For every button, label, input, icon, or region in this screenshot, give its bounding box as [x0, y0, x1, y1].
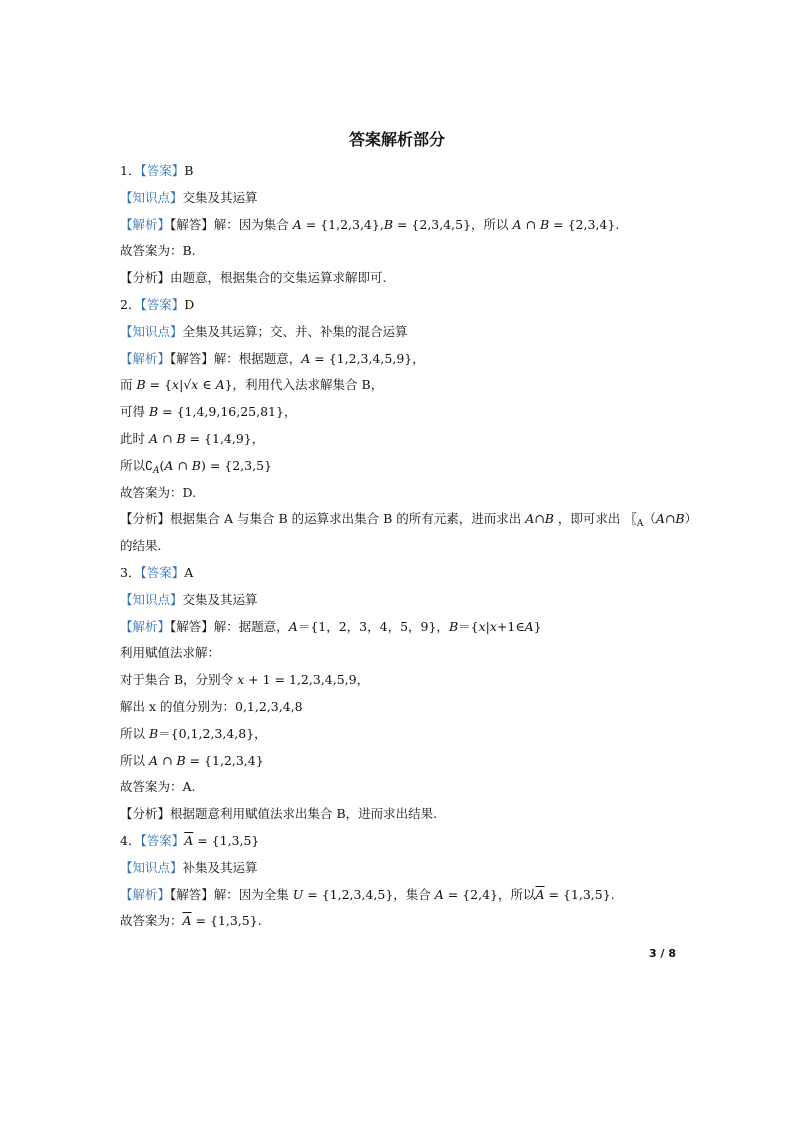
q2-step3 [120, 431, 264, 447]
text-run: = {2,4}，所以 [443, 887, 536, 902]
text-run: = {1,4,9,16,25,81}， [158, 404, 297, 419]
q2-step4 [120, 458, 272, 479]
math-symbol: A [148, 431, 159, 446]
text-run: = {1,2,3,4,5}，集合 [303, 887, 435, 902]
text-run: ∩ [521, 217, 540, 232]
q1-knowledge [120, 190, 258, 206]
page-number: 3 / 8 [649, 947, 676, 960]
math-symbol: B [540, 217, 550, 232]
text-run: ＝{1，2，3，4，5，9}， [297, 619, 449, 634]
text-run: 对于集合 B，分别令 [120, 672, 238, 687]
q3-conclusion [120, 779, 196, 795]
math-symbol: B [136, 377, 146, 392]
q4-answer [120, 833, 259, 849]
q3-knowledge [120, 592, 258, 608]
q2-analysis-note-cont [120, 538, 161, 554]
text-run: 故答案为：D. [120, 485, 197, 500]
text-run: 而 [120, 377, 137, 392]
q2-answer [120, 297, 194, 313]
section-tag: 【知识点】 [120, 324, 183, 339]
section-tag: 【知识点】 [120, 592, 183, 607]
text-run: ） [684, 511, 698, 526]
section-tag: 【解析】 [120, 351, 171, 366]
text-run: = {1,2,3,4} [185, 753, 264, 768]
text-run: D [184, 297, 195, 312]
q1-conclusion [120, 243, 196, 259]
q3-step4 [120, 726, 267, 742]
math-symbol: A∩B [525, 511, 554, 526]
text-run: B [184, 163, 194, 178]
math-symbol: B [148, 726, 159, 741]
page-title: 答案解析部分 [348, 130, 445, 149]
text-run: = {2,3,4,5}，所以 [393, 217, 513, 232]
section-tag: 【解析】 [120, 217, 171, 232]
text-run: 可得 [120, 404, 149, 419]
text-run: 解出 x 的值分别为：0,1,2,3,4,8 [120, 699, 303, 714]
math-symbol: A [148, 753, 159, 768]
text-run: （ [643, 511, 656, 526]
text-run: ＝{ [458, 619, 479, 634]
q3-step5 [120, 753, 264, 769]
q2-conclusion [120, 485, 196, 501]
text-run: }，利用代入法求解集合 B， [224, 377, 384, 392]
text-run: 2． [120, 297, 141, 312]
text-run: 补集及其运算 [182, 860, 258, 875]
q4-conclusion [120, 913, 262, 929]
text-run: A [184, 565, 194, 580]
math-symbol: B [176, 753, 186, 768]
q1-analysis [120, 217, 619, 233]
text-run: = {1,3,5}. [191, 913, 262, 928]
q1-analysis-note [120, 270, 386, 286]
text-run: 此时 [120, 431, 149, 446]
text-run: 【解答】解：根据题意， [170, 351, 302, 366]
text-run: 全集及其运算；交、并、补集的混合运算 [182, 324, 408, 339]
text-run: = {2,3,4}. [549, 217, 620, 232]
text-run: ＝{0,1,2,3,4,8}， [158, 726, 267, 741]
text-run: 【分析】根据题意利用赋值法求出集合 B，进而求出结果. [120, 806, 438, 821]
math-symbol: B [176, 431, 186, 446]
text-run: 【解答】解：据题意， [170, 619, 289, 634]
text-run: = {1,3,5} [193, 833, 260, 848]
q2-knowledge [120, 324, 408, 340]
q3-analysis-note [120, 806, 437, 822]
text-run: 交集及其运算 [182, 190, 258, 205]
text-run: 利用赋值法求解： [120, 645, 221, 660]
math-symbol: x [191, 377, 199, 392]
math-symbol: x [489, 619, 497, 634]
text-run: } [533, 619, 542, 634]
text-run: 1． [120, 163, 141, 178]
text-run: 交集及其运算 [182, 592, 258, 607]
text-run: 所以∁ [120, 458, 153, 473]
text-run: 【分析】根据集合 A 与集合 B 的运算求出集合 B 的所有元素，进而求出 [120, 511, 526, 526]
text-run: ，即可求出 〖 [553, 511, 637, 526]
text-run: 【解答】解：因为全集 [170, 887, 293, 902]
q2-step2 [120, 404, 296, 420]
text-run: ∩ [158, 753, 177, 768]
math-symbol: $\overline{A}$ [184, 833, 194, 848]
text-run: 故答案为： [120, 913, 183, 928]
q2-analysis-note [120, 511, 697, 532]
math-symbol: A [164, 458, 174, 473]
math-symbol: A [215, 377, 225, 392]
text-run: 所以 [120, 726, 149, 741]
math-symbol: A [512, 217, 522, 232]
section-tag: 【答案】 [140, 565, 185, 580]
text-run: |√ [179, 377, 192, 392]
text-run: 所以 [120, 753, 149, 768]
q4-knowledge [120, 860, 258, 876]
section-tag: 【解析】 [120, 887, 171, 902]
text-run: = {1,4,9}， [185, 431, 265, 446]
q2-analysis [120, 351, 425, 367]
section-tag: 【答案】 [140, 297, 185, 312]
text-run: = {1,2,3,4,5,9}， [310, 351, 425, 366]
text-run: ) = {2,3,5} [200, 458, 272, 473]
math-symbol: A [434, 887, 444, 902]
q3-step3 [120, 699, 303, 715]
text-run: ∈ [198, 377, 216, 392]
text-run: 【分析】由题意，根据集合的交集运算求解即可. [120, 270, 387, 285]
text-run: 的结果. [120, 538, 162, 553]
q3-step2 [120, 672, 369, 688]
math-symbol: A [152, 466, 160, 476]
text-run: 【解答】解：因为集合 [170, 217, 293, 232]
q3-analysis [120, 619, 542, 635]
text-run: = {1,3,5}. [544, 887, 615, 902]
math-symbol: B [383, 217, 393, 232]
math-symbol: A [292, 217, 302, 232]
math-symbol: A∩B [655, 511, 685, 526]
math-symbol: x [172, 377, 180, 392]
text-run: +1∈ [496, 619, 525, 634]
text-run: 3． [120, 565, 141, 580]
section-tag: 【知识点】 [120, 860, 183, 875]
text-run: A [636, 519, 644, 529]
math-symbol: A [288, 619, 298, 634]
text-run: ∩ [158, 431, 177, 446]
q3-step1 [120, 645, 220, 661]
math-symbol: U [292, 887, 304, 902]
math-symbol: A [301, 351, 311, 366]
text-run: ∩ [173, 458, 192, 473]
text-run: = { [145, 377, 173, 392]
math-symbol: x [478, 619, 486, 634]
math-symbol: B [148, 404, 159, 419]
q2-step1 [120, 377, 383, 393]
section-tag: 【答案】 [140, 833, 185, 848]
math-symbol: x [237, 672, 245, 687]
text-run: = {1,2,3,4}, [301, 217, 384, 232]
math-symbol: $\overline{A}$ [182, 913, 192, 928]
math-symbol: B [191, 458, 201, 473]
text-run: + 1 = 1,2,3,4,5,9， [244, 672, 370, 687]
text-run: 4． [120, 833, 141, 848]
q3-answer [120, 565, 193, 581]
section-tag: 【答案】 [140, 163, 185, 178]
q1-answer [120, 163, 193, 179]
q4-analysis [120, 887, 615, 903]
text-run: 故答案为：A. [120, 779, 196, 794]
text-run: 故答案为：B. [120, 243, 196, 258]
section-tag: 【知识点】 [120, 190, 183, 205]
text-run: ( [159, 458, 165, 473]
math-symbol: B [448, 619, 459, 634]
math-symbol: $\overline{A}$ [535, 887, 545, 902]
math-symbol: A [524, 619, 534, 634]
section-tag: 【解析】 [120, 619, 171, 634]
text-run: | [485, 619, 490, 634]
